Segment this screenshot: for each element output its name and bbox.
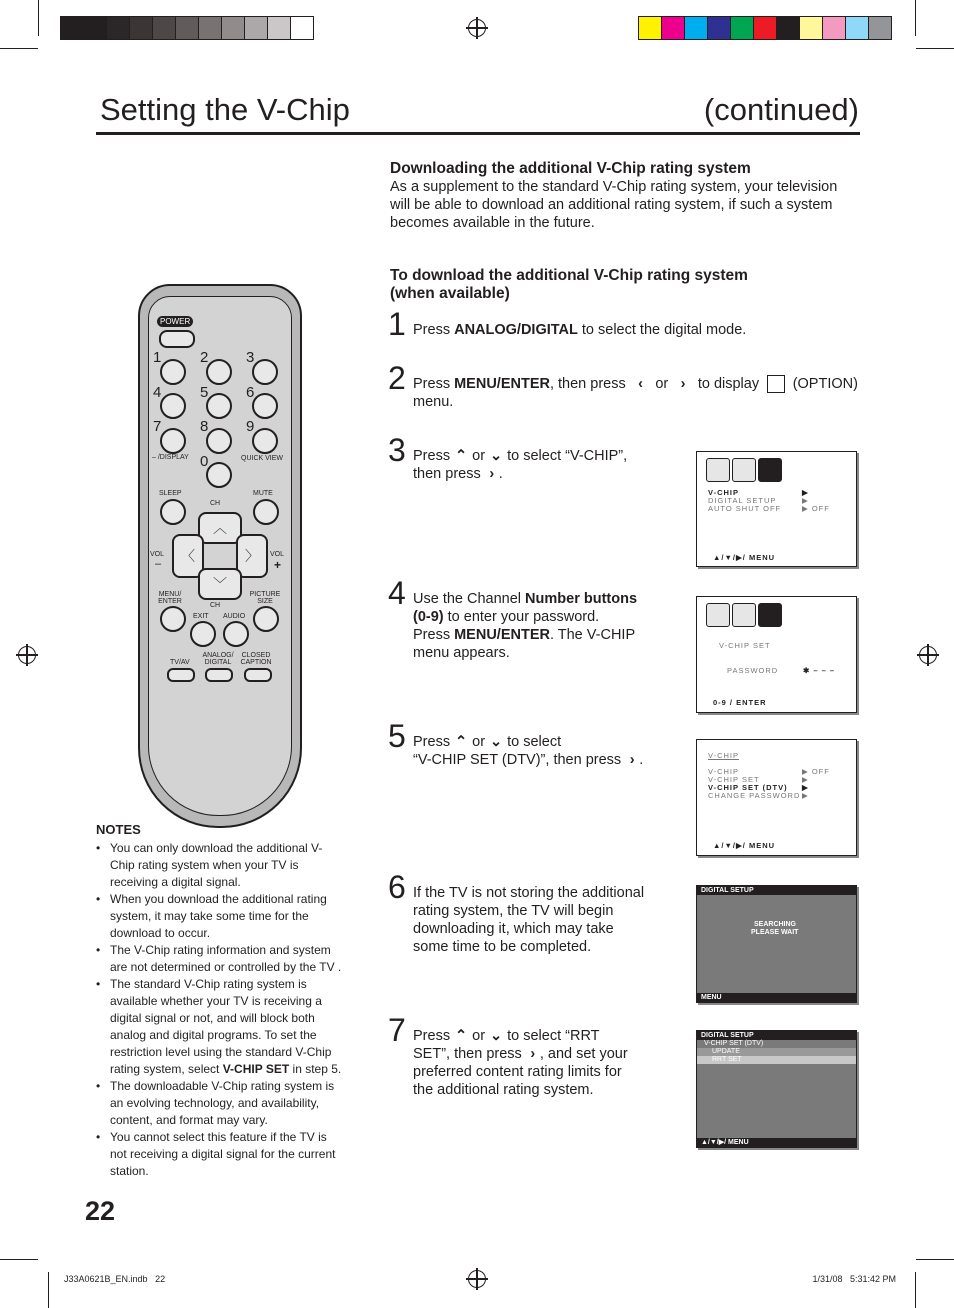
note-item: • You cannot select this feature if the TV is not receiving a digital signal for the current station. (96, 1129, 342, 1180)
menu-row-value: ▶ OFF (802, 504, 830, 513)
menu-row-label: AUTO SHUT OFF (708, 504, 782, 513)
number-label: 2 (200, 349, 209, 366)
chevron-right-icon: › (680, 376, 686, 392)
color-swatch (685, 17, 708, 39)
number-button-3[interactable] (252, 359, 278, 385)
color-swatch (291, 17, 313, 39)
number-button-9[interactable] (252, 428, 278, 454)
chevron-right-icon: › (629, 752, 635, 768)
color-swatch (107, 17, 130, 39)
please-wait-text: PLEASE WAIT (751, 929, 799, 936)
vol-down-button[interactable]: 〈 (172, 534, 204, 578)
procedure-heading (390, 267, 748, 303)
chevron-up-icon: ⌃ (455, 1028, 468, 1044)
number-label: 7 (153, 418, 162, 435)
chevron-down-icon: ⌄ (490, 734, 503, 750)
notes-list (96, 840, 342, 1180)
ch-up-button[interactable]: ︿ (198, 512, 242, 544)
step-6-text (413, 884, 663, 956)
number-button-4[interactable] (160, 393, 186, 419)
number-button-2[interactable] (206, 359, 232, 385)
vol-minus-label: VOL (150, 551, 165, 558)
vol-up-button[interactable]: 〉 (236, 534, 268, 578)
tvav-button[interactable] (167, 668, 195, 682)
crop-mark (915, 0, 916, 36)
osd-screen-searching (696, 885, 857, 1003)
osd-footer: ▲/▼/▶/ MENU (713, 553, 776, 562)
color-swatch (176, 17, 199, 39)
display-label: – /DISPLAY (152, 454, 189, 461)
step-4-line2 (413, 608, 653, 626)
step-4-text (413, 590, 653, 662)
searching-text: SEARCHING (754, 921, 797, 928)
intro-text: As a supplement to the standard V-Chip rating system, your television will be able to download an additional rating system, if such a system becomes available in the future. (390, 179, 838, 231)
step-7-line2 (413, 1045, 663, 1063)
button-name: (0-9) (413, 609, 444, 625)
color-calibration-bars (638, 16, 892, 40)
text: Press (413, 734, 451, 750)
power-label: POWER (157, 316, 193, 327)
ch-label: CH (210, 602, 221, 609)
page-title-continued: (continued) (703, 92, 859, 127)
text: to select (507, 734, 562, 750)
note-item: • When you download the additional rating system, it may take some time for the download to occur. (96, 891, 342, 942)
color-swatch (268, 17, 291, 39)
number-button-7[interactable] (160, 428, 186, 454)
text: SET”, then press (413, 1046, 522, 1062)
text: or (655, 376, 669, 392)
step-6-line1: If the TV is not storing the additional (413, 885, 645, 901)
color-swatch (222, 17, 245, 39)
menu-row-label: DIGITAL SETUP (708, 496, 777, 505)
intro-heading: Downloading the additional V-Chip rating system (390, 160, 751, 177)
menu-item-update: UPDATE (697, 1048, 856, 1056)
color-swatch (639, 17, 662, 39)
password-label: PASSWORD (727, 666, 779, 675)
text: “V-CHIP SET (DTV)”, then press (413, 752, 622, 768)
step-7-line4: the additional rating system. (413, 1082, 594, 1098)
exit-button[interactable] (190, 621, 216, 647)
number-label: 1 (153, 349, 162, 366)
text: to display (697, 376, 760, 392)
number-label: 0 (200, 453, 209, 470)
option-menu-icon (767, 375, 785, 393)
text: in step 5. (289, 1062, 342, 1076)
color-swatch (846, 17, 869, 39)
menu-row-value: ▶ (802, 496, 809, 505)
step-number: 4 (388, 575, 406, 611)
page-title: Setting the V-Chip (100, 92, 350, 127)
step-number: 2 (388, 360, 406, 396)
button-name: MENU/ENTER (454, 627, 550, 643)
mute-label: MUTE (253, 490, 273, 497)
number-button-0[interactable] (206, 462, 232, 488)
analog-digital-label: ANALOG/ DIGITAL (202, 652, 234, 666)
note-item (96, 976, 342, 1078)
color-swatch (777, 17, 800, 39)
number-button-6[interactable] (252, 393, 278, 419)
color-swatch (708, 17, 731, 39)
step-5-text (413, 733, 663, 769)
audio-button[interactable] (223, 621, 249, 647)
procedure-heading-line1: To download the additional V-Chip rating system (390, 267, 748, 284)
text: . (639, 752, 644, 768)
button-name: ANALOG/DIGITAL (454, 322, 578, 338)
step-7-line1 (413, 1027, 663, 1045)
color-swatch (130, 17, 153, 39)
step-5-line1 (413, 733, 663, 751)
osd-title: V-CHIP SET (719, 641, 771, 650)
ch-down-button[interactable]: ﹀ (198, 568, 242, 600)
osd-subheader: V-CHIP SET (DTV) (704, 1040, 764, 1047)
step-4-line3 (413, 626, 653, 644)
picture-size-label: PICTURE SIZE (249, 591, 281, 605)
color-swatch (199, 17, 222, 39)
step-number: 5 (388, 718, 406, 754)
number-label: 4 (153, 384, 162, 401)
text: Press (413, 448, 451, 464)
text: to select “RRT (507, 1028, 600, 1044)
note-item: • The V-Chip rating information and system are not determined or controlled by the TV . (96, 942, 342, 976)
osd-footer: ▲/▼/▶/ MENU (697, 1138, 856, 1147)
crop-mark (916, 48, 954, 49)
number-button-8[interactable] (206, 428, 232, 454)
password-value: ✱ – – – (803, 666, 836, 675)
osd-screen-vchip (696, 739, 857, 856)
registration-mark-icon (468, 19, 486, 37)
step-1-text (413, 321, 858, 339)
plus-sign: + (274, 558, 282, 572)
brush-icon (706, 458, 730, 482)
color-swatch (662, 17, 685, 39)
color-swatch (61, 17, 84, 39)
text: Press (413, 1028, 451, 1044)
step-2-line1 (413, 375, 858, 393)
text: to select “V-CHIP”, (507, 448, 628, 464)
step-7-text (413, 1027, 663, 1099)
chevron-down-icon: ⌄ (490, 448, 503, 464)
number-label: 5 (200, 384, 209, 401)
color-swatch (754, 17, 777, 39)
step-number: 1 (388, 306, 406, 342)
registration-mark-icon (468, 1270, 486, 1288)
color-swatch (84, 17, 107, 39)
notes-title: NOTES (96, 822, 141, 837)
text: or (472, 1028, 486, 1044)
osd-screen-option-menu (696, 451, 857, 567)
brush-icon (706, 603, 730, 627)
minus-sign: – (155, 558, 162, 570)
text: Press (413, 376, 455, 392)
exit-label: EXIT (193, 613, 209, 620)
procedure-heading-line2: (when available) (390, 285, 510, 302)
chevron-up-icon: ⌃ (455, 734, 468, 750)
osd-title: V-CHIP (708, 751, 740, 760)
closed-caption-label: CLOSED CAPTION (240, 652, 272, 666)
text: Press (413, 322, 455, 338)
text: to select the digital mode. (577, 322, 747, 338)
text: or (472, 448, 486, 464)
power-button[interactable] (159, 330, 195, 348)
menu-row-value: ▶ (802, 791, 809, 800)
osd-screen-vchip-dtv (696, 1030, 857, 1148)
text: Use the Channel (413, 591, 526, 607)
vol-plus-label: VOL (270, 551, 285, 558)
crop-mark (0, 1259, 38, 1260)
step-2-text (413, 375, 858, 411)
note-item: • You can only download the additional V-Chip rating system when your TV is receiving a digital signal. (96, 840, 342, 891)
wrench-icon (758, 603, 782, 627)
menu-row-value: ▶ (802, 775, 809, 784)
registration-mark-icon (18, 646, 36, 664)
text: . The V-CHIP (549, 627, 636, 643)
footer-date: 1/31/08 5:31:42 PM (812, 1274, 896, 1284)
step-6-line2: rating system, the TV will begin (413, 903, 614, 919)
menu-row-label: V-CHIP SET (DTV) (708, 783, 788, 792)
menu-row-value: ▶ (802, 783, 809, 792)
footer-file: J33A0621B_EN.indb 22 (64, 1274, 166, 1284)
color-swatch (245, 17, 268, 39)
page-number: 22 (85, 1196, 116, 1226)
crop-mark (48, 1272, 49, 1308)
text: to enter your password. (443, 609, 600, 625)
notes-section (96, 822, 342, 1180)
step-6-line3: downloading it, which may take (413, 921, 614, 937)
step-5-line2 (413, 751, 663, 769)
step-3-text (413, 447, 649, 483)
osd-footer: MENU (697, 993, 856, 1002)
menu-enter-label: MENU/ ENTER (158, 591, 182, 605)
chevron-right-icon: › (489, 466, 495, 482)
number-label: 3 (246, 349, 255, 366)
menu-row-value: ▶ OFF (802, 767, 830, 776)
step-6-line4: some time to be completed. (413, 939, 592, 955)
picture-size-button[interactable] (253, 606, 279, 632)
text: Press (413, 627, 455, 643)
step-number: 3 (388, 432, 406, 468)
button-name: Number buttons (525, 591, 638, 607)
osd-footer: ▲/▼/▶/ MENU (713, 841, 776, 850)
tv-icon (732, 603, 756, 627)
text: or (472, 734, 486, 750)
number-label: 6 (246, 384, 255, 401)
step-4-line1 (413, 590, 653, 608)
chevron-right-icon: › (530, 1046, 536, 1062)
text: . (498, 466, 503, 482)
menu-row-label: CHANGE PASSWORD (708, 791, 801, 800)
text: , and set your (539, 1046, 628, 1062)
mute-button[interactable] (253, 499, 279, 525)
menu-row-label: V-CHIP (708, 488, 740, 497)
ch-label: CH (210, 500, 221, 507)
color-swatch (153, 17, 176, 39)
note-item: • The downloadable V-Chip rating system is an evolving technology, and availability, content, and format may vary. (96, 1078, 342, 1129)
quickview-label: QUICK VIEW (241, 455, 284, 462)
title-rule (96, 132, 860, 135)
step-number: 6 (388, 869, 406, 905)
step-3-line2 (413, 465, 649, 483)
step-3-line1 (413, 447, 649, 465)
step-number: 7 (388, 1012, 406, 1048)
sleep-button[interactable] (160, 499, 186, 525)
crop-mark (916, 1259, 954, 1260)
tvav-label: TV/AV (170, 659, 190, 666)
crop-mark (915, 1272, 916, 1308)
number-button-5[interactable] (206, 393, 232, 419)
osd-footer: 0-9 / ENTER (713, 698, 767, 707)
menu-row-label: V-CHIP SET (708, 775, 760, 784)
step-7-line3: preferred content rating limits for (413, 1064, 622, 1080)
registration-mark-icon (919, 646, 937, 664)
osd-header: DIGITAL SETUP (697, 1031, 856, 1040)
tv-icon (732, 458, 756, 482)
button-name: MENU/ENTER (454, 376, 550, 392)
chevron-down-icon: ⌄ (490, 1028, 503, 1044)
menu-row-value: ▶ (802, 488, 809, 497)
step-4-line4: menu appears. (413, 645, 510, 661)
color-swatch (731, 17, 754, 39)
sleep-label: SLEEP (159, 490, 182, 497)
color-swatch (800, 17, 823, 39)
text: then press (413, 466, 481, 482)
wrench-icon (758, 458, 782, 482)
analog-digital-button[interactable] (205, 668, 233, 682)
text: , then press (549, 376, 626, 392)
audio-label: AUDIO (223, 613, 246, 620)
text: The standard V-Chip rating system is available whether your TV is receiving a digital signal or not, and will block both analog and digital programs. To set the restriction level using the standard V-Chip rating system, select (110, 977, 332, 1076)
number-button-1[interactable] (160, 359, 186, 385)
number-label: 9 (246, 418, 255, 435)
menu-item-rrt-set: RRT SET (697, 1056, 856, 1064)
step-2-line2: menu. (413, 394, 454, 410)
chevron-up-icon: ⌃ (455, 448, 468, 464)
menu-enter-button[interactable] (160, 606, 186, 632)
osd-screen-password (696, 596, 857, 713)
osd-header: DIGITAL SETUP (697, 886, 856, 895)
chevron-left-icon: ‹ (638, 376, 643, 392)
menu-item-name: V-CHIP SET (222, 1062, 290, 1076)
color-swatch (823, 17, 846, 39)
crop-mark (0, 48, 38, 49)
gray-calibration-bars (60, 16, 314, 40)
crop-mark (38, 0, 39, 36)
menu-row-label: V-CHIP (708, 767, 740, 776)
text: (OPTION) (792, 376, 858, 392)
number-label: 8 (200, 418, 209, 435)
closed-caption-button[interactable] (244, 668, 272, 682)
color-swatch (869, 17, 891, 39)
